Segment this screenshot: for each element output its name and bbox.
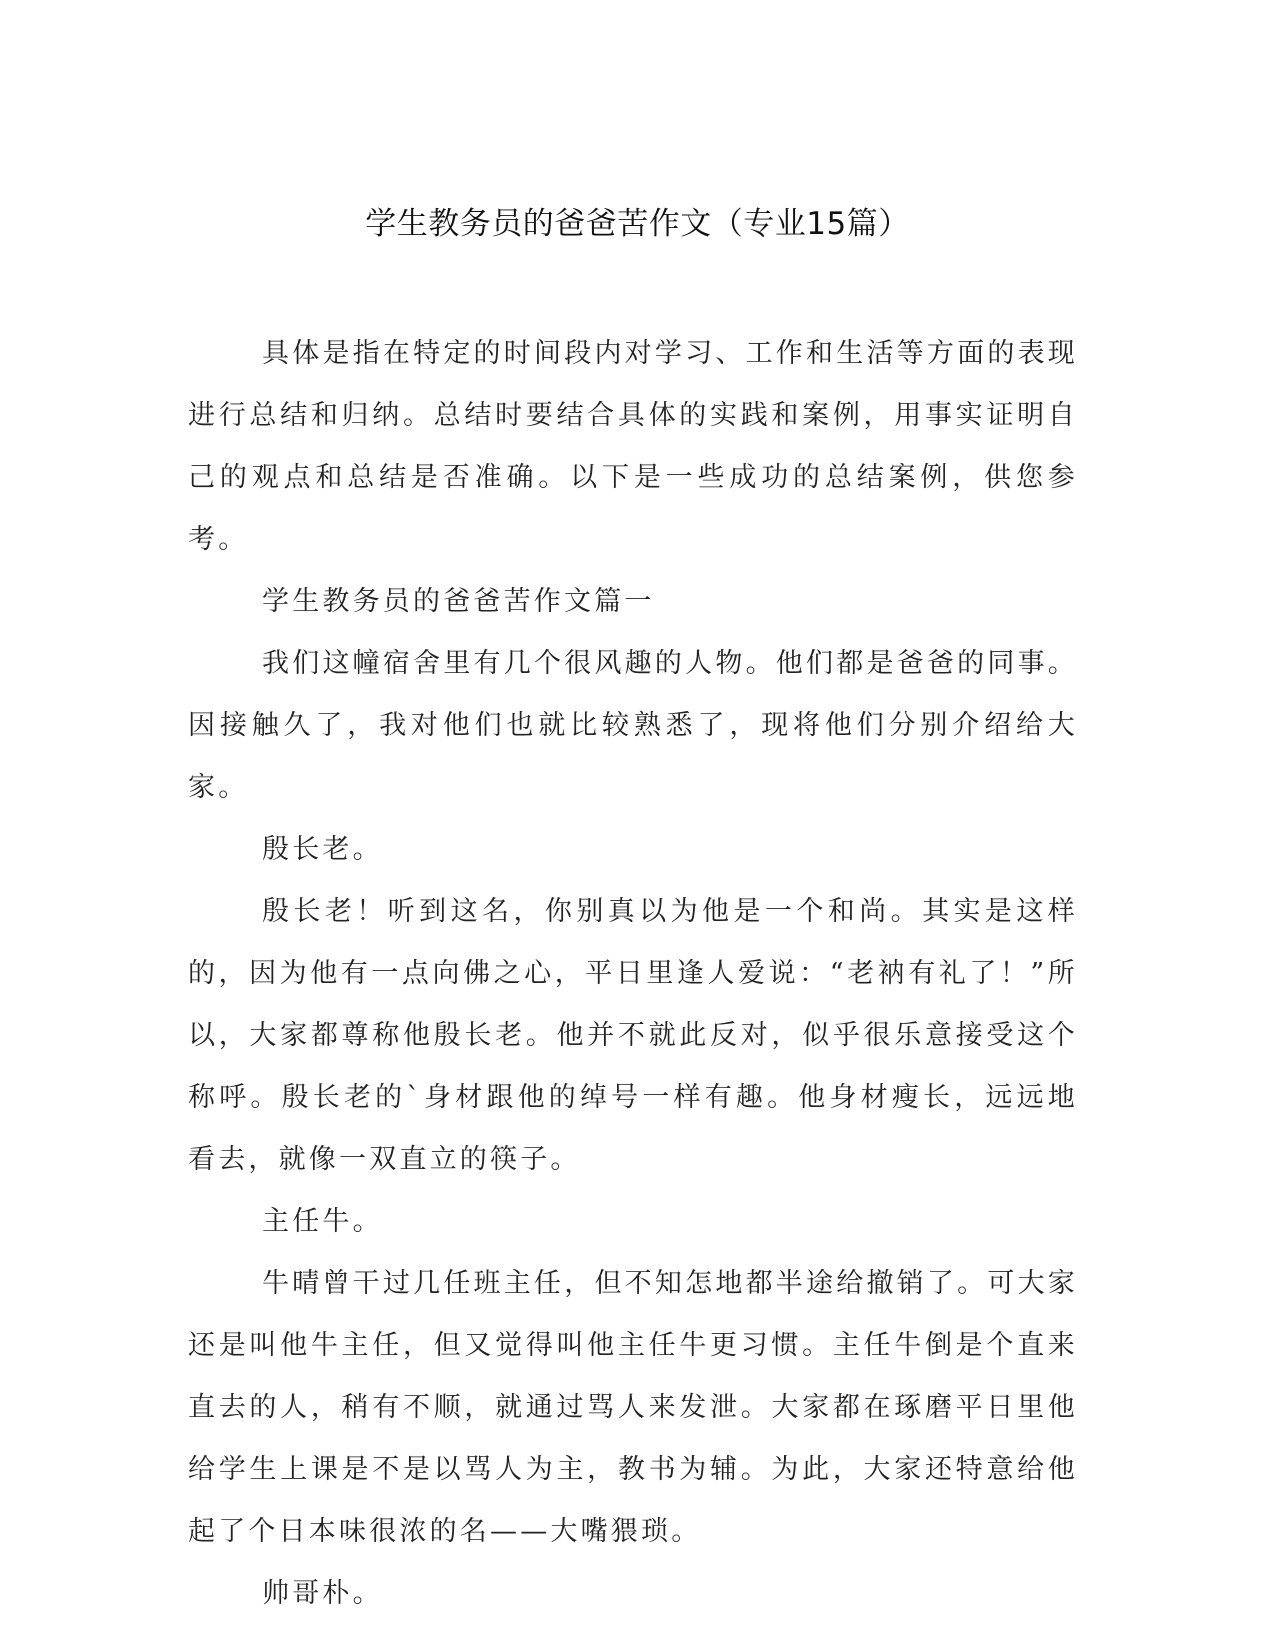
paragraph-section-heading: 学生教务员的爸爸苦作文篇一 [262, 586, 655, 617]
paragraph-intro: 具体是指在特定的时间段内对学习、工作和生活等方面的表现进行总结和归纳。总结时要结合具体的实践和案例，用事实证明自己的观点和总结是否准确。以下是一些成功的总结案例，供您参考。 [188, 338, 1078, 555]
paragraph-niu-description: 牛晴曾干过几任班主任，但不知怎地都半途给撤销了。可大家还是叫他牛主任，但又觉得叫他主任牛更习惯。主任牛倒是个直来直去的人，稍有不顺，就通过骂人来发泄。大家都在琢磨平日里他给学生上课是不是以骂人为主，教书为辅。为此，大家还特意给他起了个日本味很浓的名——大嘴猥琐。 [188, 1268, 1078, 1547]
paragraph-dormitory: 我们这幢宿舍里有几个很风趣的人物。他们都是爸爸的同事。因接触久了，我对他们也就比较熟悉了，现将他们分别介绍给大家。 [188, 648, 1078, 803]
paragraph-heading-yin: 殷长老。 [262, 834, 383, 865]
document-title: 学生教务员的爸爸苦作文（专业15篇） [365, 206, 910, 242]
paragraph-heading-niu: 主任牛。 [262, 1206, 383, 1237]
document-body [188, 323, 1078, 1625]
paragraph-heading-pu: 帅哥朴。 [262, 1578, 383, 1609]
paragraph-yin-description: 殷长老！听到这名，你别真以为他是一个和尚。其实是这样的，因为他有一点向佛之心，平日里逢人爱说：“老衲有礼了！”所以，大家都尊称他殷长老。他并不就此反对，似乎很乐意接受这个称呼。殷长老的`身材跟他的绰号一样有趣。他身材瘦长，远远地看去，就像一双直立的筷子。 [188, 896, 1078, 1175]
